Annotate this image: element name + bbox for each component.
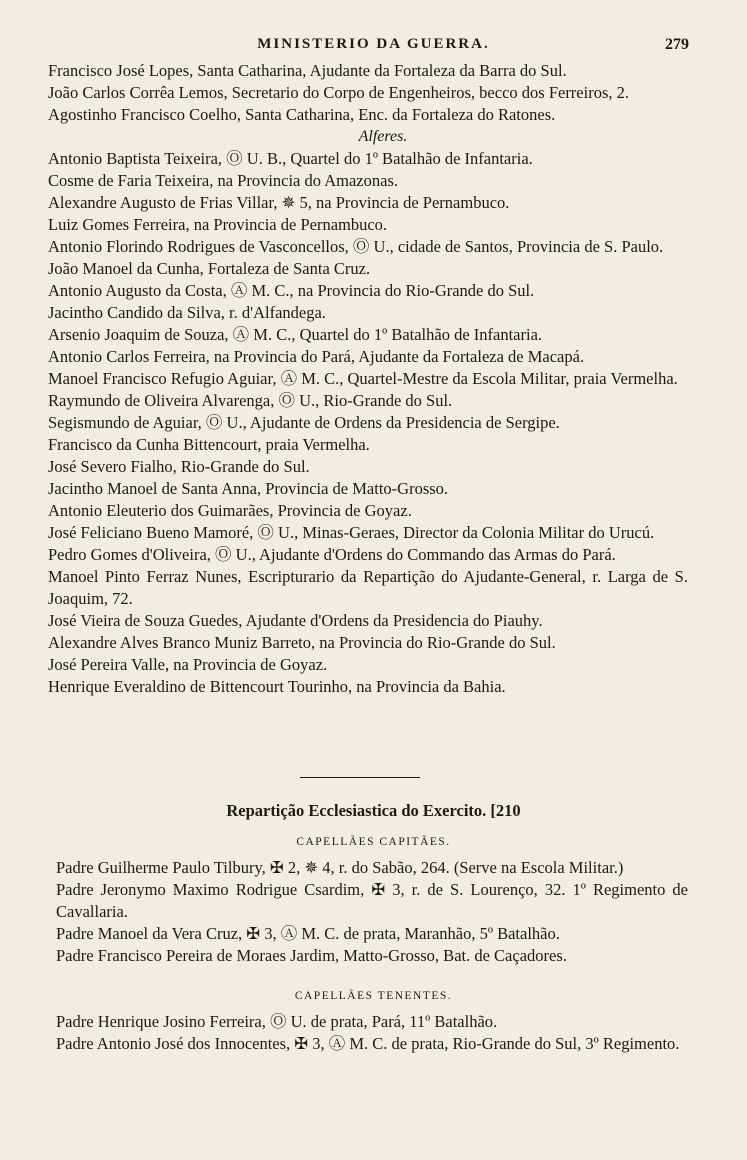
list-item: Alexandre Alves Branco Muniz Barreto, na Provincia do Rio-Grande do Sul. — [48, 633, 556, 652]
list-item: Antonio Florindo Rodrigues de Vasconcellos, Ⓞ U., cidade de Santos, Provincia de S. Paulo. — [48, 237, 664, 256]
list-item: Padre Manoel da Vera Cruz, ✠ 3, Ⓐ M. C. de prata, Maranhão, 5º Batalhão. — [56, 924, 560, 943]
list-item: Antonio Augusto da Costa, Ⓐ M. C., na Provincia do Rio-Grande do Sul. — [48, 281, 535, 300]
list-item: Alexandre Augusto de Frias Villar, ✵ 5, na Provincia de Pernambuco. — [48, 193, 510, 212]
list-item: Arsenio Joaquim de Souza, Ⓐ M. C., Quartel do 1º Batalhão de Infantaria. — [48, 325, 543, 344]
list-item: José Vieira de Souza Guedes, Ajudante d'Ordens da Presidencia do Piauhy. — [48, 611, 543, 630]
list-item: Luiz Gomes Ferreira, na Provincia de Pernambuco. — [48, 215, 388, 234]
list-item: Padre Jeronymo Maximo Rodrigue Csardim, ✠ 3, r. de S. Lourenço, 32. 1º Regimento de Cavallaria. — [56, 880, 688, 921]
list-item: Francisco da Cunha Bittencourt, praia Vermelha. — [48, 435, 370, 454]
list-item: Padre Francisco Pereira de Moraes Jardim, Matto-Grosso, Bat. de Caçadores. — [56, 946, 567, 965]
list-item: Jacintho Candido da Silva, r. d'Alfandega. — [48, 303, 326, 322]
list-item: Pedro Gomes d'Oliveira, Ⓞ U., Ajudante d'Ordens do Commando das Armas do Pará. — [48, 545, 616, 564]
list-item: Segismundo de Aguiar, Ⓞ U., Ajudante de Ordens da Presidencia de Sergipe. — [48, 413, 560, 432]
list-item: Antonio Baptista Teixeira, Ⓞ U. B., Quartel do 1º Batalhão de Infantaria. — [48, 149, 533, 168]
list-item: Agostinho Francisco Coelho, Santa Catharina, Enc. da Fortaleza do Ratones. — [48, 105, 556, 124]
tenentes-heading: CAPELLÃES TENENTES. — [294, 990, 453, 1002]
list-item: Manoel Pinto Ferraz Nunes, Escripturario da Repartição do Ajudante-General, r. Larga de S. Joaquim, 72. — [48, 567, 688, 608]
alferes-heading: Alferes. — [358, 128, 408, 145]
list-item: Padre Guilherme Paulo Tilbury, ✠ 2, ✵ 4, r. do Sabão, 264. (Serve na Escola Militar.) — [56, 858, 624, 877]
section-divider — [300, 777, 420, 778]
list-item: Antonio Carlos Ferreira, na Provincia do Pará, Ajudante da Fortaleza de Macapá. — [48, 347, 585, 366]
officer-list — [48, 60, 688, 698]
list-item: Padre Antonio José dos Innocentes, ✠ 3, Ⓐ M. C. de prata, Rio-Grande do Sul, 3º Regimento. — [56, 1034, 680, 1053]
list-item: Manoel Francisco Refugio Aguiar, Ⓐ M. C., Quartel-Mestre da Escola Militar, praia Vermelha. — [48, 369, 678, 388]
section-title: Repartição Ecclesiastica do Exercito. [210 — [226, 801, 521, 820]
list-item: Jacintho Manoel de Santa Anna, Provincia de Matto-Grosso. — [48, 479, 449, 498]
page-header — [0, 36, 747, 58]
capitaes-heading: CAPELLÃES CAPITÃES. — [296, 836, 451, 848]
list-item: Henrique Everaldino de Bittencourt Tourinho, na Provincia da Bahia. — [48, 677, 506, 696]
list-item: Francisco José Lopes, Santa Catharina, Ajudante da Fortaleza da Barra do Sul. — [48, 61, 567, 80]
list-item: João Carlos Corrêa Lemos, Secretario do Corpo de Engenheiros, becco dos Ferreiros, 2. — [48, 83, 630, 102]
list-item: Cosme de Faria Teixeira, na Provincia do Amazonas. — [48, 171, 398, 190]
list-item: Antonio Eleuterio dos Guimarães, Provincia de Goyaz. — [48, 501, 412, 520]
capitaes-list — [56, 857, 688, 967]
list-item: José Severo Fialho, Rio-Grande do Sul. — [48, 457, 310, 476]
list-item: Padre Henrique Josino Ferreira, Ⓞ U. de prata, Pará, 11º Batalhão. — [56, 1012, 498, 1031]
list-item: José Feliciano Bueno Mamoré, Ⓞ U., Minas-Geraes, Director da Colonia Militar do Urucú. — [48, 523, 655, 542]
list-item: José Pereira Valle, na Provincia de Goyaz. — [48, 655, 328, 674]
list-item: Raymundo de Oliveira Alvarenga, Ⓞ U., Rio-Grande do Sul. — [48, 391, 453, 410]
list-item: João Manoel da Cunha, Fortaleza de Santa Cruz. — [48, 259, 371, 278]
running-title: MINISTERIO DA GUERRA. — [257, 36, 490, 52]
tenentes-list — [56, 1011, 688, 1055]
page-number: 279 — [665, 36, 689, 53]
